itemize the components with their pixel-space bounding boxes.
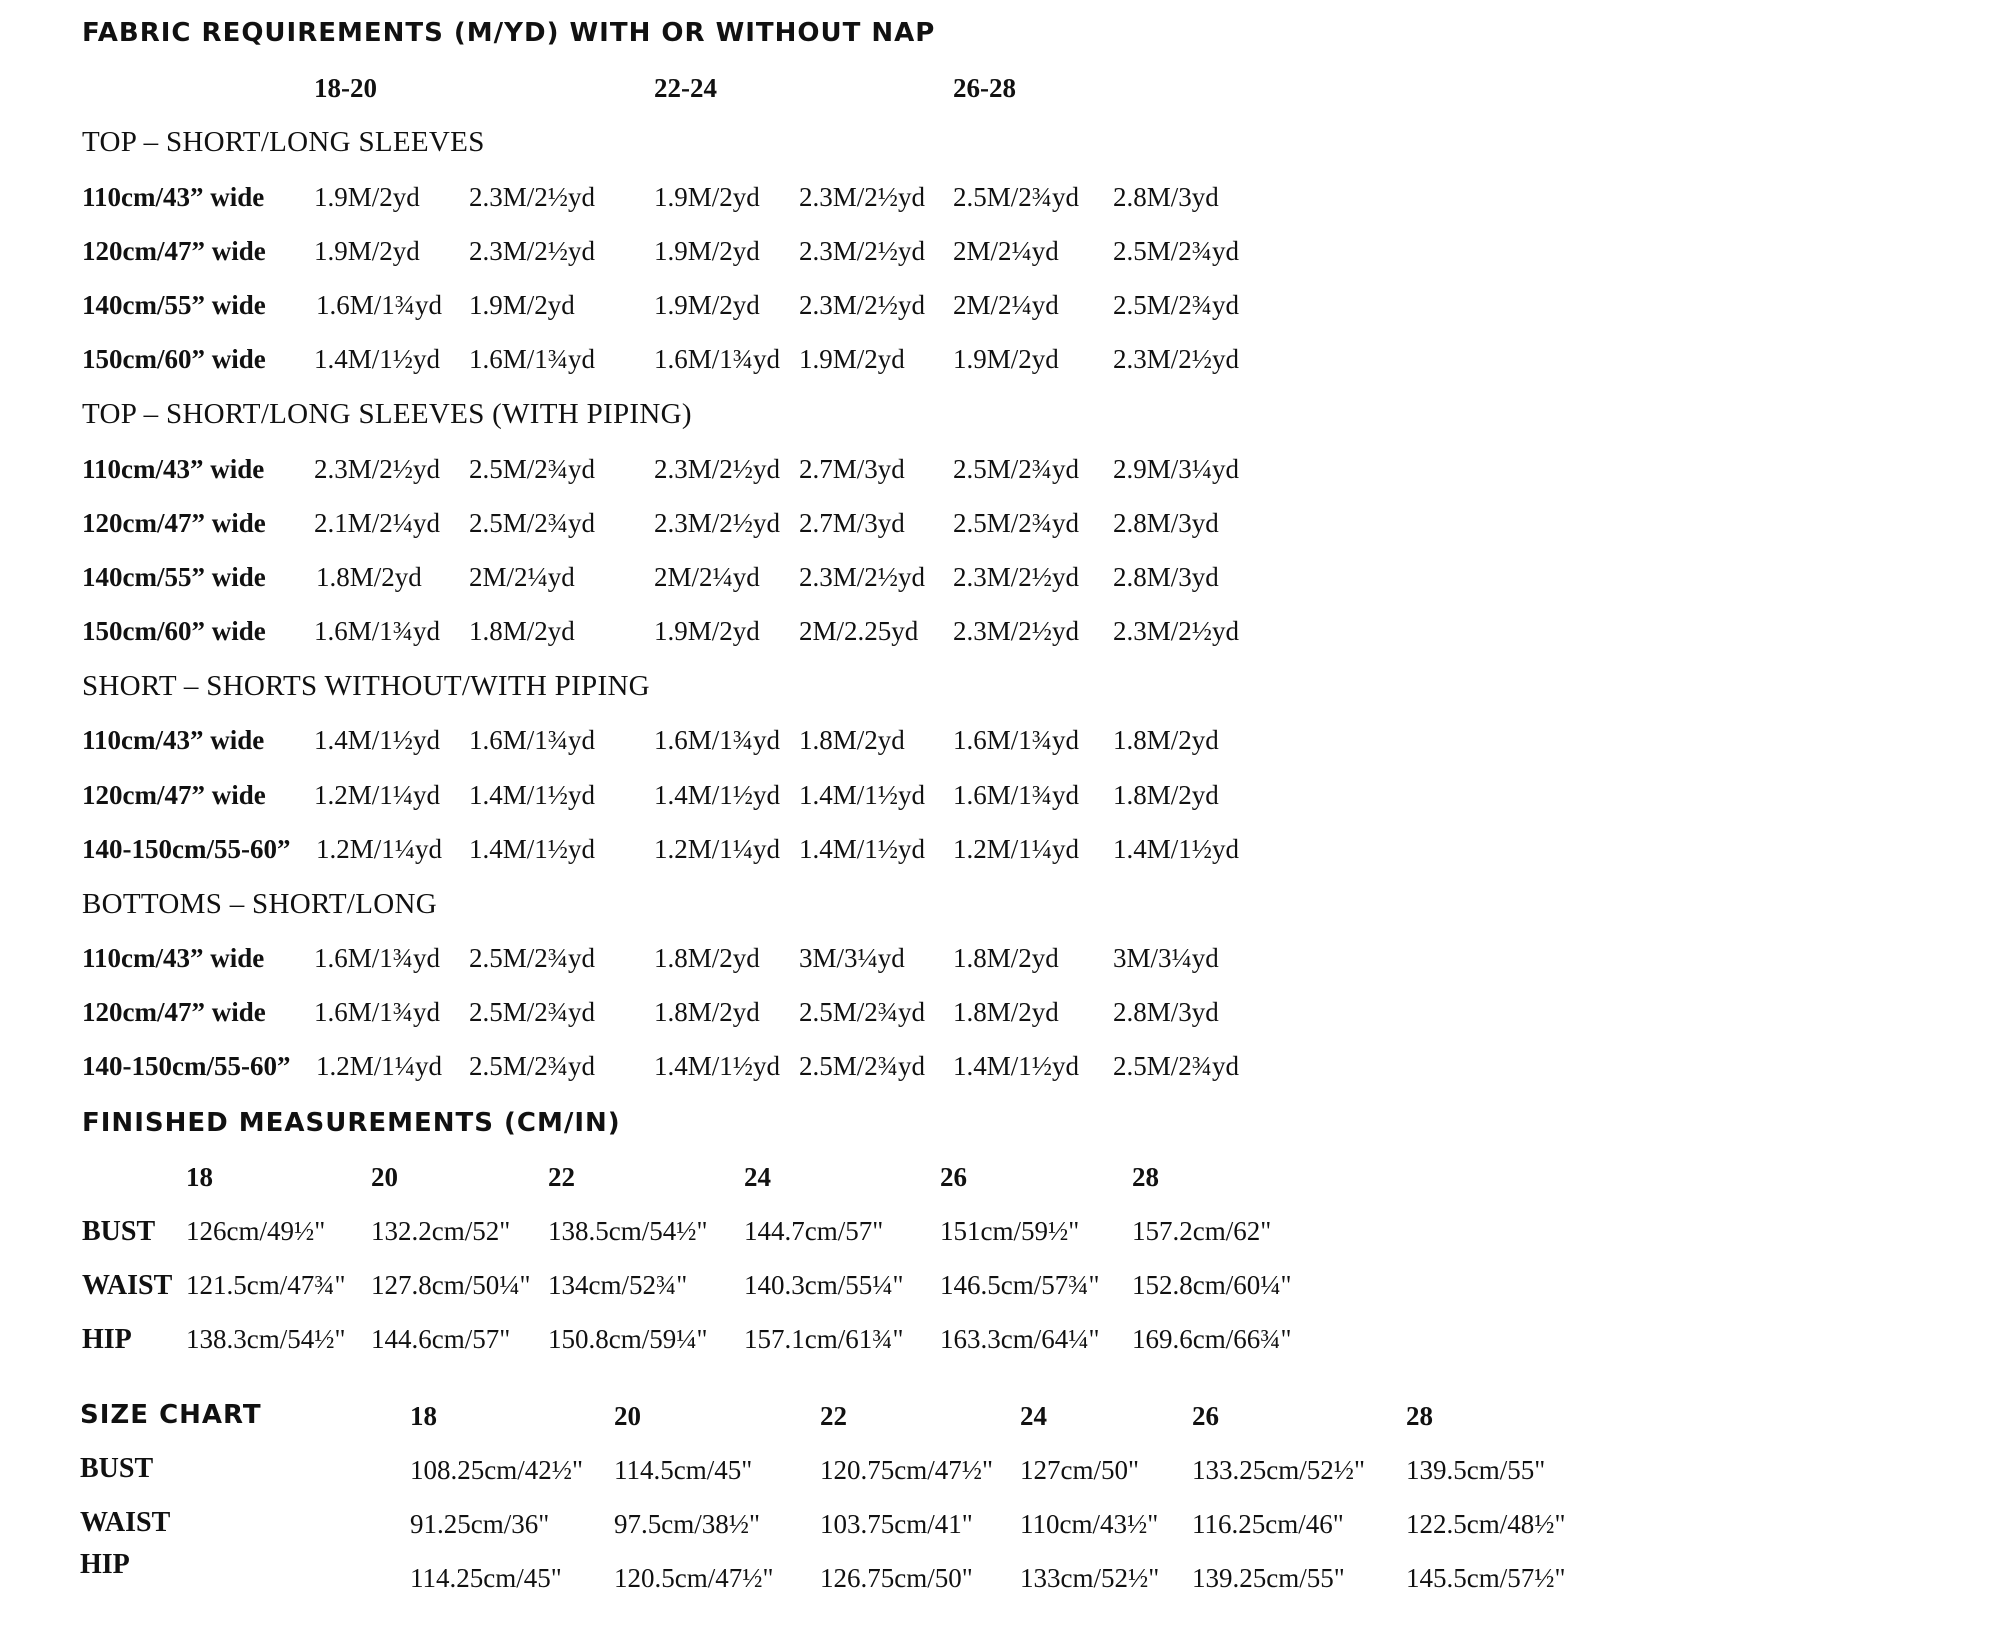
cell-value: 2.5M/2¾yd [799,997,926,1027]
cell-value: 2.3M/2½yd [799,182,926,212]
row-label: BUST [80,1453,154,1484]
cell-value: 2.8M/3yd [1113,997,1219,1027]
cell-value: 1.6M/1¾yd [314,616,441,646]
cell-value: 1.6M/1¾yd [314,943,441,973]
size-header: 18 [186,1162,213,1192]
size-header: 20 [614,1401,641,1431]
section-title: BOTTOMS – SHORT/LONG [82,888,437,920]
cell-value: 2.3M/2½yd [1113,344,1240,374]
cell-value: 2.3M/2½yd [953,562,1080,592]
cell-value: 1.2M/1¼yd [316,1051,443,1081]
cell-value: 2M/2¼yd [953,236,1059,266]
cell-value: 132.2cm/52" [371,1216,511,1246]
cell-value: 1.9M/2yd [654,236,760,266]
cell-value: 1.6M/1¾yd [953,725,1080,755]
cell-value: 1.6M/1¾yd [469,725,596,755]
cell-value: 1.9M/2yd [799,344,905,374]
row-label: 140cm/55” wide [82,290,266,320]
cell-value: 2M/2¼yd [953,290,1059,320]
cell-value: 1.6M/1¾yd [654,725,781,755]
cell-value: 2.5M/2¾yd [953,182,1080,212]
cell-value: 1.9M/2yd [654,290,760,320]
cell-value: 2.8M/3yd [1113,182,1219,212]
cell-value: 139.5cm/55" [1406,1455,1546,1485]
row-label: 150cm/60” wide [82,616,266,646]
section-title: SHORT – SHORTS WITHOUT/WITH PIPING [82,670,650,702]
cell-value: 116.25cm/46" [1192,1509,1344,1539]
row-label: 140-150cm/55-60” [82,834,291,864]
cell-value: 1.4M/1½yd [314,344,441,374]
size-group-header: 22-24 [654,73,717,103]
row-label: 120cm/47” wide [82,508,266,538]
cell-value: 157.1cm/61¾" [744,1324,904,1354]
size-header: 28 [1132,1162,1159,1192]
cell-value: 2.5M/2¾yd [469,943,596,973]
cell-value: 2M/2¼yd [469,562,575,592]
cell-value: 1.9M/2yd [314,236,420,266]
cell-value: 157.2cm/62" [1132,1216,1272,1246]
cell-value: 139.25cm/55" [1192,1563,1345,1593]
cell-value: 103.75cm/41" [820,1509,973,1539]
cell-value: 127cm/50" [1020,1455,1140,1485]
fabric-requirements-title: FABRIC REQUIREMENTS (M/YD) WITH OR WITHOUT NAP [82,18,936,48]
size-header: 28 [1406,1401,1433,1431]
row-label: HIP [80,1549,130,1580]
cell-value: 1.2M/1¼yd [316,834,443,864]
cell-value: 2.3M/2½yd [469,236,596,266]
row-label: BUST [82,1216,156,1247]
cell-value: 134cm/52¾" [548,1270,688,1300]
cell-value: 91.25cm/36" [410,1509,550,1539]
cell-value: 144.7cm/57" [744,1216,884,1246]
cell-value: 133.25cm/52½" [1192,1455,1366,1485]
cell-value: 1.2M/1¼yd [314,780,441,810]
row-label: 150cm/60” wide [82,344,266,374]
cell-value: 2.1M/2¼yd [314,508,441,538]
cell-value: 2.5M/2¾yd [1113,1051,1240,1081]
cell-value: 2M/2¼yd [654,562,760,592]
cell-value: 114.25cm/45" [410,1563,562,1593]
cell-value: 2.3M/2½yd [654,454,781,484]
cell-value: 1.8M/2yd [953,943,1059,973]
cell-value: 1.8M/2yd [1113,780,1219,810]
row-label: WAIST [82,1270,173,1301]
cell-value: 1.8M/2yd [799,725,905,755]
cell-value: 1.9M/2yd [654,616,760,646]
cell-value: 97.5cm/38½" [614,1509,761,1539]
size-header: 18 [410,1401,437,1431]
cell-value: 1.4M/1½yd [469,780,596,810]
cell-value: 2.5M/2¾yd [1113,290,1240,320]
cell-value: 2.5M/2¾yd [469,1051,596,1081]
cell-value: 2.5M/2¾yd [953,454,1080,484]
cell-value: 1.6M/1¾yd [953,780,1080,810]
cell-value: 1.9M/2yd [654,182,760,212]
cell-value: 138.5cm/54½" [548,1216,708,1246]
cell-value: 1.8M/2yd [654,997,760,1027]
cell-value: 1.6M/1¾yd [314,997,441,1027]
cell-value: 126.75cm/50" [820,1563,973,1593]
cell-value: 1.4M/1½yd [314,725,441,755]
cell-value: 138.3cm/54½" [186,1324,346,1354]
cell-value: 1.9M/2yd [314,182,420,212]
row-label: WAIST [80,1507,171,1538]
cell-value: 146.5cm/57¾" [940,1270,1100,1300]
cell-value: 2.3M/2½yd [799,236,926,266]
row-label: 120cm/47” wide [82,236,266,266]
cell-value: 108.25cm/42½" [410,1455,584,1485]
cell-value: 114.5cm/45" [614,1455,753,1485]
row-label: 110cm/43” wide [82,725,265,755]
cell-value: 3M/3¼yd [1113,943,1219,973]
cell-value: 133cm/52½" [1020,1563,1160,1593]
cell-value: 2.5M/2¾yd [799,1051,926,1081]
size-header: 26 [1192,1401,1219,1431]
cell-value: 126cm/49½" [186,1216,326,1246]
cell-value: 2.5M/2¾yd [1113,236,1240,266]
row-label: 110cm/43” wide [82,943,265,973]
cell-value: 1.4M/1½yd [1113,834,1240,864]
cell-value: 140.3cm/55¼" [744,1270,904,1300]
size-group-header: 18-20 [314,73,377,103]
section-title: TOP – SHORT/LONG SLEEVES (WITH PIPING) [82,398,692,430]
cell-value: 152.8cm/60¼" [1132,1270,1292,1300]
cell-value: 1.6M/1¾yd [654,344,781,374]
cell-value: 110cm/43½" [1020,1509,1159,1539]
row-label: 140-150cm/55-60” [82,1051,291,1081]
cell-value: 2.7M/3yd [799,508,905,538]
row-label: 120cm/47” wide [82,780,266,810]
cell-value: 2.5M/2¾yd [953,508,1080,538]
cell-value: 2.5M/2¾yd [469,508,596,538]
size-header: 24 [744,1162,771,1192]
cell-value: 120.5cm/47½" [614,1563,774,1593]
cell-value: 150.8cm/59¼" [548,1324,708,1354]
row-label: 110cm/43” wide [82,182,265,212]
cell-value: 2.3M/2½yd [1113,616,1240,646]
cell-value: 1.8M/2yd [953,997,1059,1027]
cell-value: 2.3M/2½yd [953,616,1080,646]
cell-value: 1.9M/2yd [469,290,575,320]
cell-value: 1.4M/1½yd [654,1051,781,1081]
row-label: 120cm/47” wide [82,997,266,1027]
cell-value: 1.6M/1¾yd [316,290,443,320]
cell-value: 1.9M/2yd [953,344,1059,374]
cell-value: 127.8cm/50¼" [371,1270,531,1300]
cell-value: 163.3cm/64¼" [940,1324,1100,1354]
cell-value: 2M/2.25yd [799,616,919,646]
cell-value: 2.7M/3yd [799,454,905,484]
cell-value: 2.5M/2¾yd [469,997,596,1027]
cell-value: 2.8M/3yd [1113,508,1219,538]
cell-value: 145.5cm/57½" [1406,1563,1566,1593]
size-header: 22 [820,1401,847,1431]
cell-value: 2.8M/3yd [1113,562,1219,592]
cell-value: 1.8M/2yd [316,562,422,592]
cell-value: 1.2M/1¼yd [654,834,781,864]
finished-measurements-title: FINISHED MEASUREMENTS (CM/IN) [82,1108,621,1138]
cell-value: 2.3M/2½yd [314,454,441,484]
size-group-header: 26-28 [953,73,1016,103]
cell-value: 2.3M/2½yd [469,182,596,212]
cell-value: 1.4M/1½yd [799,834,926,864]
cell-value: 3M/3¼yd [799,943,905,973]
cell-value: 2.3M/2½yd [799,290,926,320]
cell-value: 120.75cm/47½" [820,1455,994,1485]
cell-value: 1.8M/2yd [1113,725,1219,755]
cell-value: 2.3M/2½yd [799,562,926,592]
cell-value: 144.6cm/57" [371,1324,511,1354]
cell-value: 2.5M/2¾yd [469,454,596,484]
size-chart-title: SIZE CHART [80,1400,262,1430]
cell-value: 1.4M/1½yd [799,780,926,810]
cell-value: 2.9M/3¼yd [1113,454,1240,484]
size-header: 24 [1020,1401,1047,1431]
cell-value: 2.3M/2½yd [654,508,781,538]
cell-value: 169.6cm/66¾" [1132,1324,1292,1354]
cell-value: 1.4M/1½yd [953,1051,1080,1081]
size-header: 26 [940,1162,967,1192]
cell-value: 1.4M/1½yd [654,780,781,810]
cell-value: 1.2M/1¼yd [953,834,1080,864]
cell-value: 151cm/59½" [940,1216,1080,1246]
row-label: 140cm/55” wide [82,562,266,592]
size-header: 22 [548,1162,575,1192]
row-label: 110cm/43” wide [82,454,265,484]
cell-value: 122.5cm/48½" [1406,1509,1566,1539]
cell-value: 1.4M/1½yd [469,834,596,864]
row-label: HIP [82,1324,132,1355]
cell-value: 121.5cm/47¾" [186,1270,346,1300]
size-header: 20 [371,1162,398,1192]
cell-value: 1.8M/2yd [469,616,575,646]
cell-value: 1.8M/2yd [654,943,760,973]
cell-value: 1.6M/1¾yd [469,344,596,374]
section-title: TOP – SHORT/LONG SLEEVES [82,126,485,158]
